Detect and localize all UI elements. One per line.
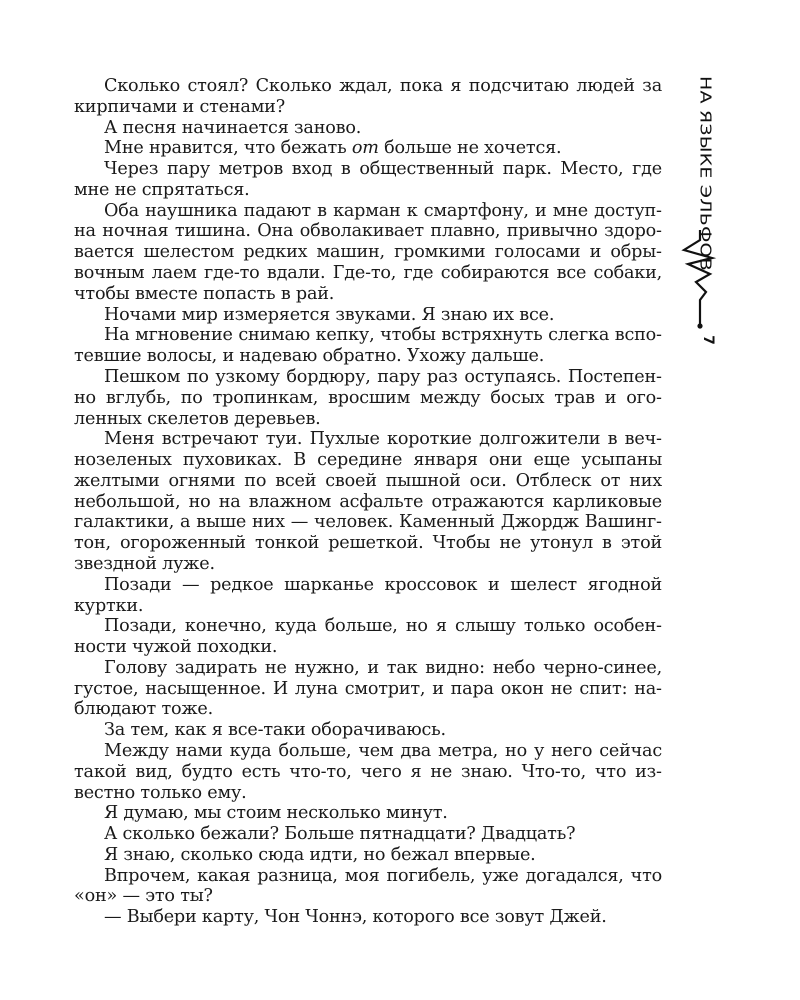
paragraph: Между нами куда больше, чем два метра, но у него сейчас такой вид, будто есть что-то, чего я не знаю. Что-то, что известно только ему. [74, 741, 662, 803]
paragraph: Позади — редкое шарканье кроссовок и шелест ягодной куртки. [74, 574, 662, 616]
paragraph: На мгновение снимаю кепку, чтобы встряхнуть слегка вспотевшие волосы, и надеваю обратно. Ухожу дальше. [74, 325, 662, 367]
body-text [74, 76, 662, 928]
paragraph: Пешком по узкому бордюру, пару раз оступаясь. Постепенно вглубь, по тропинкам, вросшим между босых трав и оголенных скелетов деревьев. [74, 366, 662, 429]
paragraph: Голову задирать не нужно, и так видно: небо черно-синее, густое, насыщенное. И луна смотрит, и пара окон не спит: наблюдают тоже. [74, 657, 662, 720]
paragraph: Позади, конечно, куда больше, но я слышу только особенности чужой походки. [74, 616, 662, 658]
paragraph: За тем, как я все-таки оборачиваюсь. [104, 720, 446, 741]
paragraph: Меня встречают туи. Пухлые короткие долгожители в вечнозеленых пуховиках. В середине января они еще усыпаны желтыми огнями по всей своей пышной оси. Отблеск от них небольшой, но на влажном асфальте отражаются карликовые галактики, а выше них — человек. Каменный Джордж Вашингтон, огороженный тонкой решеткой. Чтобы не утонул в этой звездной луже. [74, 429, 662, 574]
paragraph: А сколько бежали? Больше пятнадцати? Двадцать? [104, 824, 576, 845]
paragraph: Через пару метров вход в общественный парк. Место, где мне не спрятаться. [74, 159, 662, 200]
paragraph: Оба наушника падают в карман к смартфону, и мне доступна ночная тишина. Она обволакивает плавно, привычно здоровается шелестом редких машин, громкими голосами и обрывочным лаем где-то вдали. Где-то, где собираются все собаки, чтобы вместе попасть в рай. [74, 200, 662, 304]
paragraph: Мне нравится, что бежать от больше не хочется. [104, 138, 562, 159]
paragraph: А песня начинается заново. [104, 117, 362, 138]
paragraph: — Выбери карту, Чон Чоннэ, которого все зовут Джей. [104, 907, 607, 928]
paragraph: Сколько стоял? Сколько ждал, пока я подсчитаю людей за кирпичами и стенами? [74, 76, 662, 117]
paragraph: Впрочем, какая разница, моя погибель, уже догадался, что «он» — это ты? [74, 865, 662, 907]
paragraph: Я знаю, сколько сюда идти, но бежал впервые. [104, 844, 536, 865]
italic-word: от [351, 138, 379, 159]
heartbeat-line-icon [676, 230, 724, 330]
page-number: 7 [700, 335, 716, 345]
paragraph: Я думаю, мы стоим несколько минут. [104, 803, 448, 824]
running-title: НА ЯЗЫКЕ ЭЛЬФОВ [696, 76, 714, 271]
paragraph: Ночами мир измеряется звуками. Я знаю их все. [104, 304, 555, 325]
